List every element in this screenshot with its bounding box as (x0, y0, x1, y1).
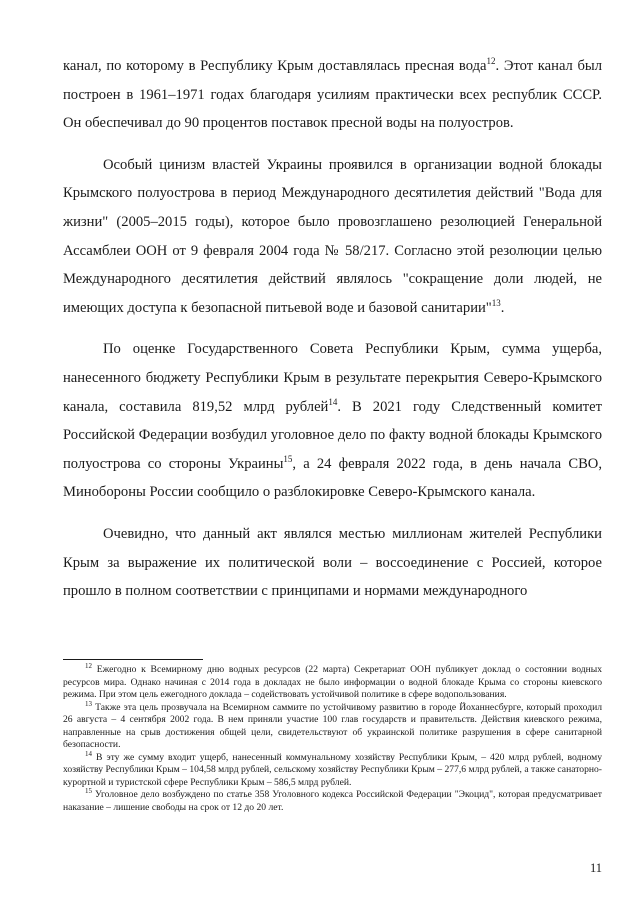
footnote-12: $^{12}$ Ежегодно к Всемирному дню водных ресурсов (22 марта) Секретариат ООН публикует доклад о состоянии водных ресурсов мира. Однако начиная с 2014 года в докладах не было информации о водной блокаде Крыма со стороны киевского режима. При этом цель ежегодного доклада – содействовать устойчивой политике в сфере водопользования. (63, 662, 602, 700)
footnote-14: $^{14}$ В эту же сумму входит ущерб, нанесенный коммунальному хозяйству Республики Крым, – 420 млрд рублей, водному хозяйству Республики Крым – 104,58 млрд рублей, сельскому хозяйству Республики Крым – 277,6 млрд рублей, а также санаторно-курортной и туристской сфере Республики Крым – 586,5 млрд рублей. (63, 749, 602, 788)
paragraph-4: Очевидно, что данный акт являлся местью миллионам жителей Республики Крым за выражение их политической воли – воссоединение с Россией, которое прошло в полном соответствии с принципами и нормами международного (63, 525, 602, 600)
footnote-15: $^{15}$ Уголовное дело возбуждено по статье 358 Уголовного кодекса Российской Федерации "Экоцид", которая предусматривает наказание – лишение свободы на срок от 12 до 20 лет. (63, 787, 602, 813)
page-number: 11 (589, 861, 602, 875)
footnote-ref-14[interactable]: 14 (328, 396, 338, 407)
footnotes (63, 664, 602, 814)
footnote-separator (63, 659, 203, 660)
footnote-ref-12[interactable]: 12 (486, 56, 496, 66)
paragraph-1: канал, по которому в Республику Крым доставлялась пресная вода$^{12}$. Этот канал был построен в 1961–1971 годах благодаря усилиям практически всех республик СССР. Он обеспечивал до 90 процентов поставок пресной воды на полуостров. (63, 56, 603, 132)
footnote-ref-13[interactable]: 13 (491, 297, 501, 308)
footnote-13: $^{13}$ Также эта цель прозвучала на Всемирном саммите по устойчивому развитию в городе Йоханнесбурге, который проходил 26 августа – 4 сентября 2002 года. В нем приняли участие 100 глав государств и правительств. Действия киевского режима, направленные на срыв достижения общей цели, свидетельствуют об украинской политике разрушения в сфере санитарной безопасности. (63, 699, 602, 750)
paragraph-3: По оценке Государственного Совета Республики Крым, сумма ущерба, нанесенного бюджету Республики Крым в результате перекрытия Северо-Крымского канала, составила 819,52 млрд рублей$^{14}$. В 2021 году Следственный комитет Российской Федерации возбудил уголовное дело по факту водной блокады Крымского полуострова со стороны Украины$^{15}$, а 24 февраля 2022 года, в день начала СВО, Минобороны России сообщило о разблокировке Северо-Крымского канала. (63, 341, 602, 501)
paragraph-2: Особый цинизм властей Украины проявился в организации водной блокады Крымского полуострова в период Международного десятилетия действий "Вода для жизни" (2005–2015 годы), которое было провозглашено резолюцией Генеральной Ассамблеи ООН от 9 февраля 2004 года № 58/217. Согласно этой резолюции целью Международного десятилетия действий являлось "сокращение доли людей, не имеющих доступа к безопасной питьевой воде и базовой санитарии"$^{13}$. (63, 156, 602, 316)
footnote-ref-15[interactable]: 15 (283, 453, 293, 464)
body-text (63, 52, 602, 619)
